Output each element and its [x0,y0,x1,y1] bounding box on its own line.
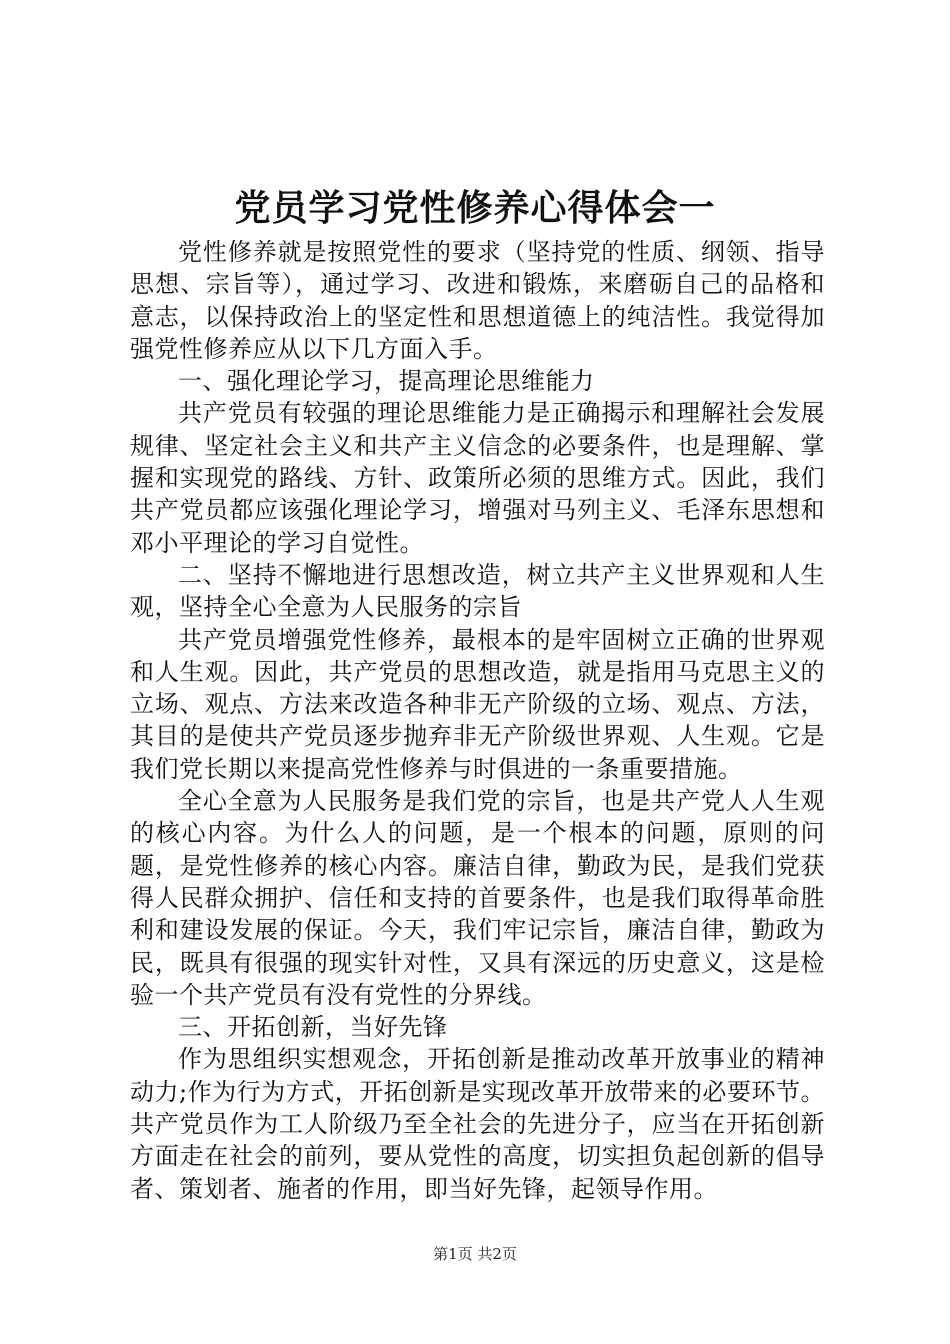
section-heading-2: 二、坚持不懈地进行思想改造，树立共产主义世界观和人生观，坚持全心全意为人民服务的宗旨 [130,560,825,622]
paragraph-section-1: 共产党员有较强的理论思维能力是正确揭示和理解社会发展规律、坚定社会主义和共产主义信念的必要条件，也是理解、掌握和实现党的路线、方针、政策所必须的思维方式。因此，我们共产党员都应该强化理论学习，增强对马列主义、毛泽东思想和邓小平理论的学习自觉性。 [130,399,825,557]
document-body [130,236,825,1205]
paragraph-intro: 党性修养就是按照党性的要求（坚持党的性质、纲领、指导思想、宗旨等），通过学习、改进和锻炼，来磨砺自己的品格和意志，以保持政治上的坚定性和思想道德上的纯洁性。我觉得加强党性修养应从以下几方面入手。 [130,238,825,363]
section-heading-3: 三、开拓创新，当好先锋 [178,1013,448,1042]
document-title: 党员学习党性修养心得体会一 [234,187,716,229]
paragraph-section-3: 作为思组织实想观念，开拓创新是推动改革开放事业的精神动力;作为行为方式，开拓创新是实现改革开放带来的必要环节。共产党员作为工人阶级乃至全社会的先进分子，应当在开拓创新方面走在社会的前列，要从党性的高度，切实担负起创新的倡导者、策划者、施者的作用，即当好先锋，起领导作用。 [130,1045,825,1203]
paragraph-section-2b: 全心全意为人民服务是我们党的宗旨，也是共产党人人生观的核心内容。为什么人的问题，是一个根本的问题，原则的问题，是党性修养的核心内容。廉洁自律，勤政为民，是我们党获得人民群众拥护、信任和支持的首要条件，也是我们取得革命胜利和建设发展的保证。今天，我们牢记宗旨，廉洁自律，勤政为民，既具有很强的现实针对性，又具有深远的历史意义，这是检验一个共产党员有没有党性的分界线。 [130,787,825,1009]
section-heading-1: 一、强化理论学习，提高理论思维能力 [178,367,595,396]
paragraph-section-2a: 共产党员增强党性修养，最根本的是牢固树立正确的世界观和人生观。因此，共产党员的思想改造，就是指用马克思主义的立场、观点、方法来改造各种非无产阶级的立场、观点、方法，其目的是使共产党员逐步抛弃非无产阶级世界观、人生观。它是我们党长期以来提高党性修养与时俱进的一条重要措施。 [130,625,825,783]
page-footer: 第1页 共2页 [433,1245,517,1263]
